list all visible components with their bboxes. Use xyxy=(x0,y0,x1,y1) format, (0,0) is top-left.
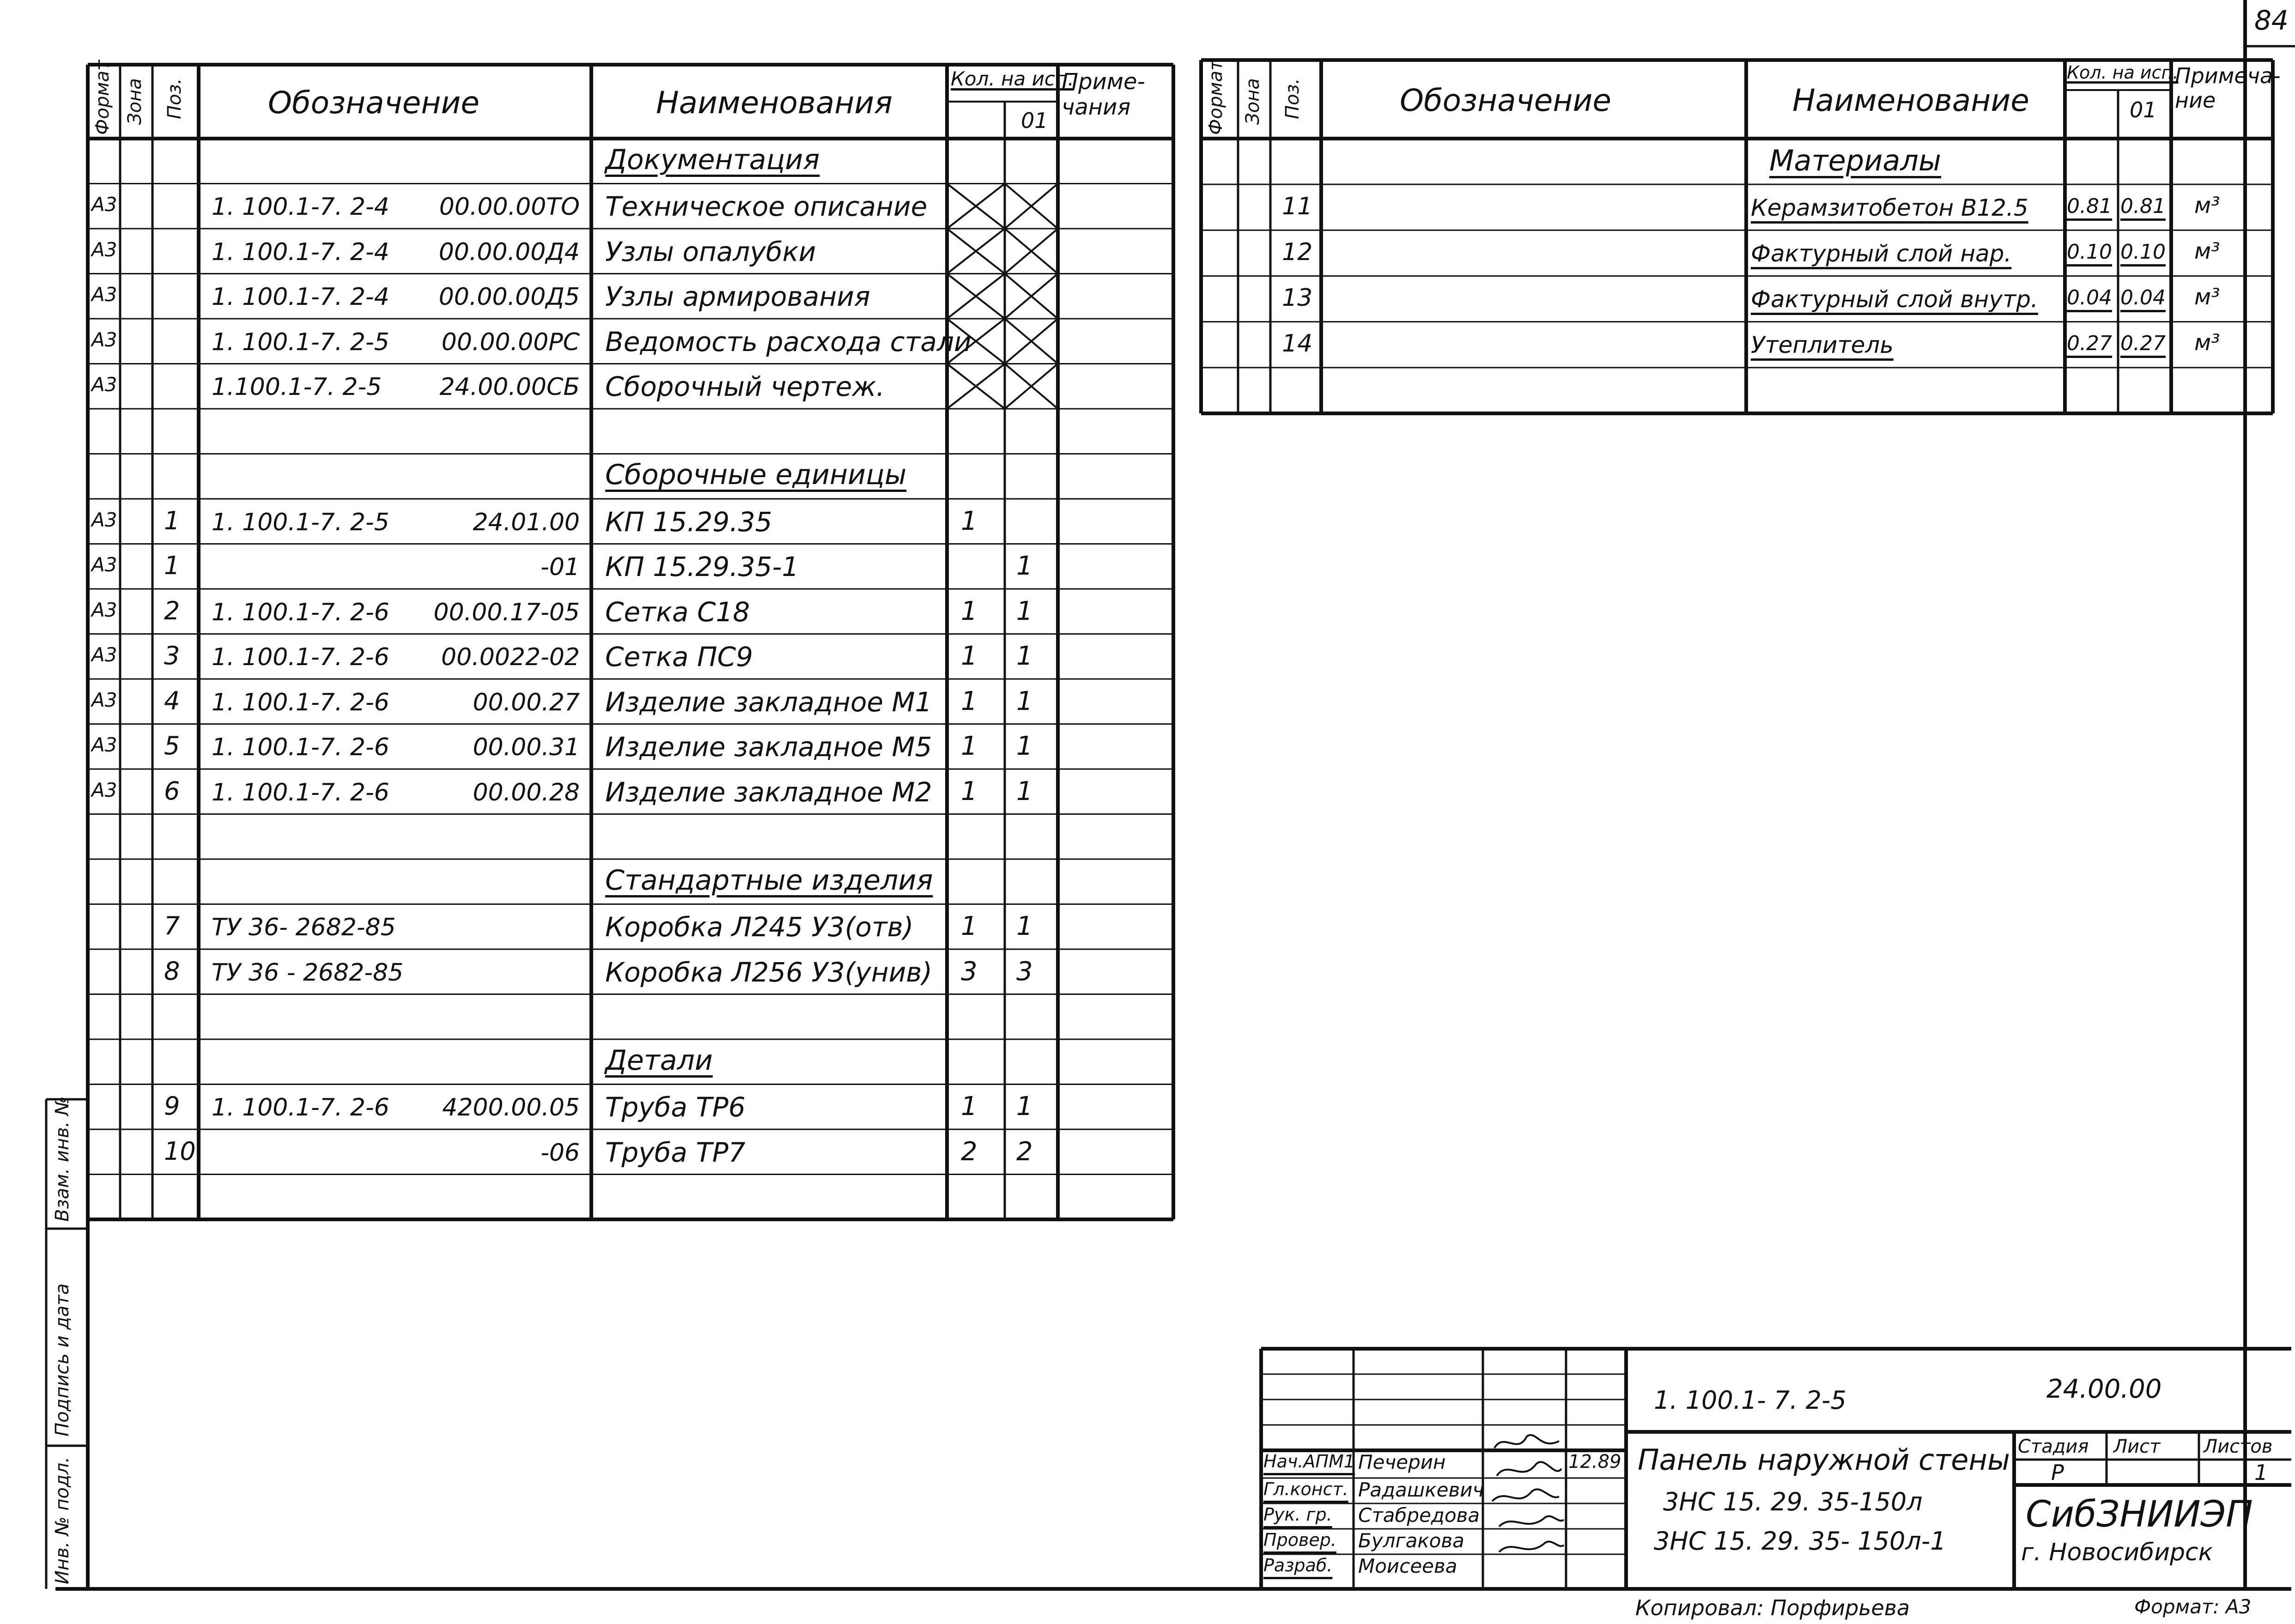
right-header-designation: Обозначение xyxy=(1400,83,1611,118)
row-qty-01: 1 xyxy=(1016,641,1033,672)
row-name: Сборочный чертеж. xyxy=(605,371,885,403)
role-name: Булгакова xyxy=(1358,1529,1464,1552)
right-header-qty-sub: 01 xyxy=(2130,97,2157,122)
section-heading: Стандартные изделия xyxy=(605,864,933,897)
row-qty: 1 xyxy=(961,776,978,806)
row-qty: 0.10 xyxy=(2067,240,2112,264)
title-code2: 24.00.00 xyxy=(2046,1374,2162,1404)
row-qty: 1 xyxy=(961,596,978,626)
row-pos: 3 xyxy=(164,641,180,671)
row-designation: 1. 100.1-7. 2-5 xyxy=(212,328,389,356)
copied-by: Копировал: Порфирьева xyxy=(1635,1595,1910,1620)
row-designation-code: 00.00.31 xyxy=(473,733,580,762)
row-qty: 1 xyxy=(961,731,978,762)
row-designation-code: 00.00.00РС xyxy=(441,328,580,356)
role-date: 12.89 xyxy=(1568,1451,1621,1473)
row-note-unit: м³ xyxy=(2194,238,2220,264)
side-podpis: Подпись и дата xyxy=(52,1283,73,1436)
row-format: А3 xyxy=(91,553,117,576)
header-qty: Кол. на исп. xyxy=(951,67,1074,90)
side-vzam: Взам. инв. № xyxy=(52,1096,73,1222)
role-title: Гл.конст. xyxy=(1263,1479,1348,1499)
row-qty: 3 xyxy=(961,956,978,987)
header-pos: Поз. xyxy=(164,78,185,119)
row-format: А3 xyxy=(91,283,117,306)
row-qty: 2 xyxy=(961,1136,978,1167)
row-format: А3 xyxy=(91,328,117,351)
row-qty-01: 0.10 xyxy=(2120,240,2166,264)
row-designation: 1. 100.1-7. 2-4 xyxy=(212,283,389,311)
row-designation: ТУ 36- 2682-85 xyxy=(212,914,396,942)
row-pos: 11 xyxy=(1282,192,1313,220)
row-pos: 14 xyxy=(1282,330,1313,358)
row-name: Изделие закладное М1 xyxy=(605,686,932,718)
right-header-zone: Зона xyxy=(1242,78,1263,125)
signature-marks xyxy=(1485,1427,1566,1589)
row-designation: 1. 100.1-7. 2-6 xyxy=(212,598,389,626)
row-qty: 1 xyxy=(961,506,978,536)
row-qty-01: 1 xyxy=(1016,551,1033,582)
right-header-pos: Поз. xyxy=(1282,78,1303,119)
section-heading: Материалы xyxy=(1769,143,1941,177)
stage-value: Р xyxy=(2051,1460,2064,1485)
right-header-qty: Кол. на исп. xyxy=(2067,62,2179,83)
role-title: Рук. гр. xyxy=(1263,1504,1332,1525)
row-designation: 1. 100.1-7. 2-5 xyxy=(212,508,389,536)
row-designation-code: 24.01.00 xyxy=(473,508,580,536)
row-qty-01: 1 xyxy=(1016,686,1033,716)
row-designation: 1. 100.1-7. 2-4 xyxy=(212,238,389,266)
row-name: Труба ТР6 xyxy=(605,1091,746,1123)
format-label: Формат: А3 xyxy=(2134,1595,2252,1618)
row-name: Изделие закладное М5 xyxy=(605,731,932,763)
row-qty-01: 1 xyxy=(1016,596,1033,626)
row-designation: 1. 100.1-7. 2-6 xyxy=(212,688,389,716)
row-qty-01: 1 xyxy=(1016,911,1033,942)
row-qty-01: 1 xyxy=(1016,731,1033,762)
org-city: г. Новосибирск xyxy=(2021,1539,2213,1566)
row-qty-01: 3 xyxy=(1016,956,1033,987)
row-name: Труба ТР7 xyxy=(605,1136,746,1168)
row-qty: 1 xyxy=(961,911,978,942)
row-name: КП 15.29.35-1 xyxy=(605,551,799,583)
row-name: Коробка Л245 У3(отв) xyxy=(605,911,914,943)
header-qty-sub: 01 xyxy=(1021,108,1048,133)
row-designation: 1. 100.1-7. 2-4 xyxy=(212,193,389,221)
row-pos: 5 xyxy=(164,731,180,761)
row-designation-code: 00.00.00Д4 xyxy=(438,238,580,266)
row-name: Узлы опалубки xyxy=(605,236,816,267)
row-format: А3 xyxy=(91,688,117,711)
org-name: СибЗНИИЭП xyxy=(2026,1494,2253,1535)
row-format: А3 xyxy=(91,643,117,667)
side-inv-podl: Инв. № подл. xyxy=(52,1457,73,1584)
row-note-unit: м³ xyxy=(2194,330,2220,356)
row-name: Фактурный слой внутр. xyxy=(1751,286,2038,313)
row-designation-code: -06 xyxy=(540,1139,580,1167)
row-designation-code: 00.0022-02 xyxy=(441,643,580,672)
row-pos: 7 xyxy=(164,911,180,941)
header-designation: Обозначение xyxy=(268,85,480,121)
row-name: Утеплитель xyxy=(1751,332,1894,359)
sheets-value: 1 xyxy=(2254,1460,2268,1485)
page-number: 84 xyxy=(2254,5,2289,36)
row-designation-code: 00.00.17-05 xyxy=(433,598,580,626)
stage-label: Стадия xyxy=(2018,1436,2089,1457)
title-line1: Панель наружной стены xyxy=(1638,1443,2010,1477)
section-heading: Сборочные единицы xyxy=(605,459,907,491)
right-header-name: Наименование xyxy=(1792,83,2029,118)
row-name: КП 15.29.35 xyxy=(605,506,772,538)
row-name: Ведомость расхода стали xyxy=(605,326,971,358)
row-pos: 4 xyxy=(164,686,180,715)
row-name: Сетка ПС9 xyxy=(605,641,753,673)
row-format: А3 xyxy=(91,778,117,801)
row-name: Техническое описание xyxy=(605,191,928,223)
row-designation: 1.100.1-7. 2-5 xyxy=(212,373,382,401)
role-name: Стабредова xyxy=(1358,1504,1480,1527)
row-pos: 8 xyxy=(164,956,180,986)
header-format: Формат xyxy=(92,60,113,135)
row-name: Изделие закладное М2 xyxy=(605,776,932,808)
row-qty-01: 0.04 xyxy=(2120,286,2166,310)
row-name: Коробка Л256 У3(унив) xyxy=(605,956,933,988)
row-name: Узлы армирования xyxy=(605,281,870,313)
row-designation: ТУ 36 - 2682-85 xyxy=(212,958,404,987)
row-format: А3 xyxy=(91,238,117,261)
role-title: Провер. xyxy=(1263,1530,1336,1550)
row-designation: 1. 100.1-7. 2-6 xyxy=(212,733,389,762)
row-designation: 1. 100.1-7. 2-6 xyxy=(212,1094,389,1122)
row-designation: 1. 100.1-7. 2-6 xyxy=(212,643,389,672)
role-title: Разраб. xyxy=(1263,1555,1333,1576)
row-name: Фактурный слой нар. xyxy=(1751,240,2012,267)
row-qty-01: 0.81 xyxy=(2120,194,2166,218)
row-name: Сетка С18 xyxy=(605,596,750,628)
row-pos: 13 xyxy=(1282,284,1313,312)
row-qty-01: 0.27 xyxy=(2120,332,2166,356)
row-designation-code: 24.00.00СБ xyxy=(439,373,580,401)
section-heading: Детали xyxy=(605,1044,713,1077)
row-format: А3 xyxy=(91,373,117,396)
row-pos: 1 xyxy=(164,551,180,581)
row-designation: 1. 100.1-7. 2-6 xyxy=(212,778,389,806)
row-designation-code: 4200.00.05 xyxy=(442,1094,580,1122)
row-format: А3 xyxy=(91,598,117,621)
row-format: А3 xyxy=(91,508,117,531)
title-line3: 3НС 15. 29. 35- 150л-1 xyxy=(1654,1527,1946,1556)
section-heading: Документация xyxy=(605,143,820,176)
row-qty-01: 2 xyxy=(1016,1136,1033,1167)
header-zone: Зона xyxy=(124,78,146,125)
header-name: Наименования xyxy=(656,85,892,121)
header-note: Приме-чания xyxy=(1062,69,1145,121)
row-format: А3 xyxy=(91,733,117,757)
row-designation-code: -01 xyxy=(540,553,580,582)
role-title: Нач.АПМ1 xyxy=(1263,1451,1355,1472)
right-header-format: Формат xyxy=(1205,60,1226,135)
row-note-unit: м³ xyxy=(2194,192,2220,218)
row-qty-01: 1 xyxy=(1016,776,1033,806)
row-note-unit: м³ xyxy=(2194,284,2220,310)
role-name: Радашкевич xyxy=(1358,1479,1484,1501)
row-pos: 1 xyxy=(164,506,180,535)
sheet-label: Лист xyxy=(2113,1436,2161,1457)
row-name: Керамзитобетон В12.5 xyxy=(1751,194,2028,221)
row-pos: 2 xyxy=(164,596,180,625)
row-qty: 0.27 xyxy=(2067,332,2112,356)
title-line2: 3НС 15. 29. 35-150л xyxy=(1663,1487,1923,1516)
row-pos: 10 xyxy=(164,1136,196,1166)
row-format: А3 xyxy=(91,193,117,216)
row-designation-code: 00.00.00ТО xyxy=(439,193,580,221)
right-header-note: Примеча-ние xyxy=(2175,63,2281,113)
row-designation-code: 00.00.27 xyxy=(473,688,580,716)
row-pos: 6 xyxy=(164,776,180,806)
title-code: 1. 100.1- 7. 2-5 xyxy=(1654,1386,1846,1415)
role-name: Печерин xyxy=(1358,1451,1446,1473)
row-pos: 9 xyxy=(164,1091,180,1121)
row-designation-code: 00.00.00Д5 xyxy=(438,283,580,311)
row-pos: 12 xyxy=(1282,238,1313,266)
role-name: Моисеева xyxy=(1358,1555,1457,1577)
row-qty-01: 1 xyxy=(1016,1091,1033,1122)
row-designation-code: 00.00.28 xyxy=(473,778,580,806)
row-qty: 1 xyxy=(961,1091,978,1122)
sheets-label: Листов xyxy=(2204,1436,2273,1457)
row-qty: 0.04 xyxy=(2067,286,2112,310)
row-qty: 0.81 xyxy=(2067,194,2112,218)
row-qty: 1 xyxy=(961,641,978,672)
row-qty: 1 xyxy=(961,686,978,716)
